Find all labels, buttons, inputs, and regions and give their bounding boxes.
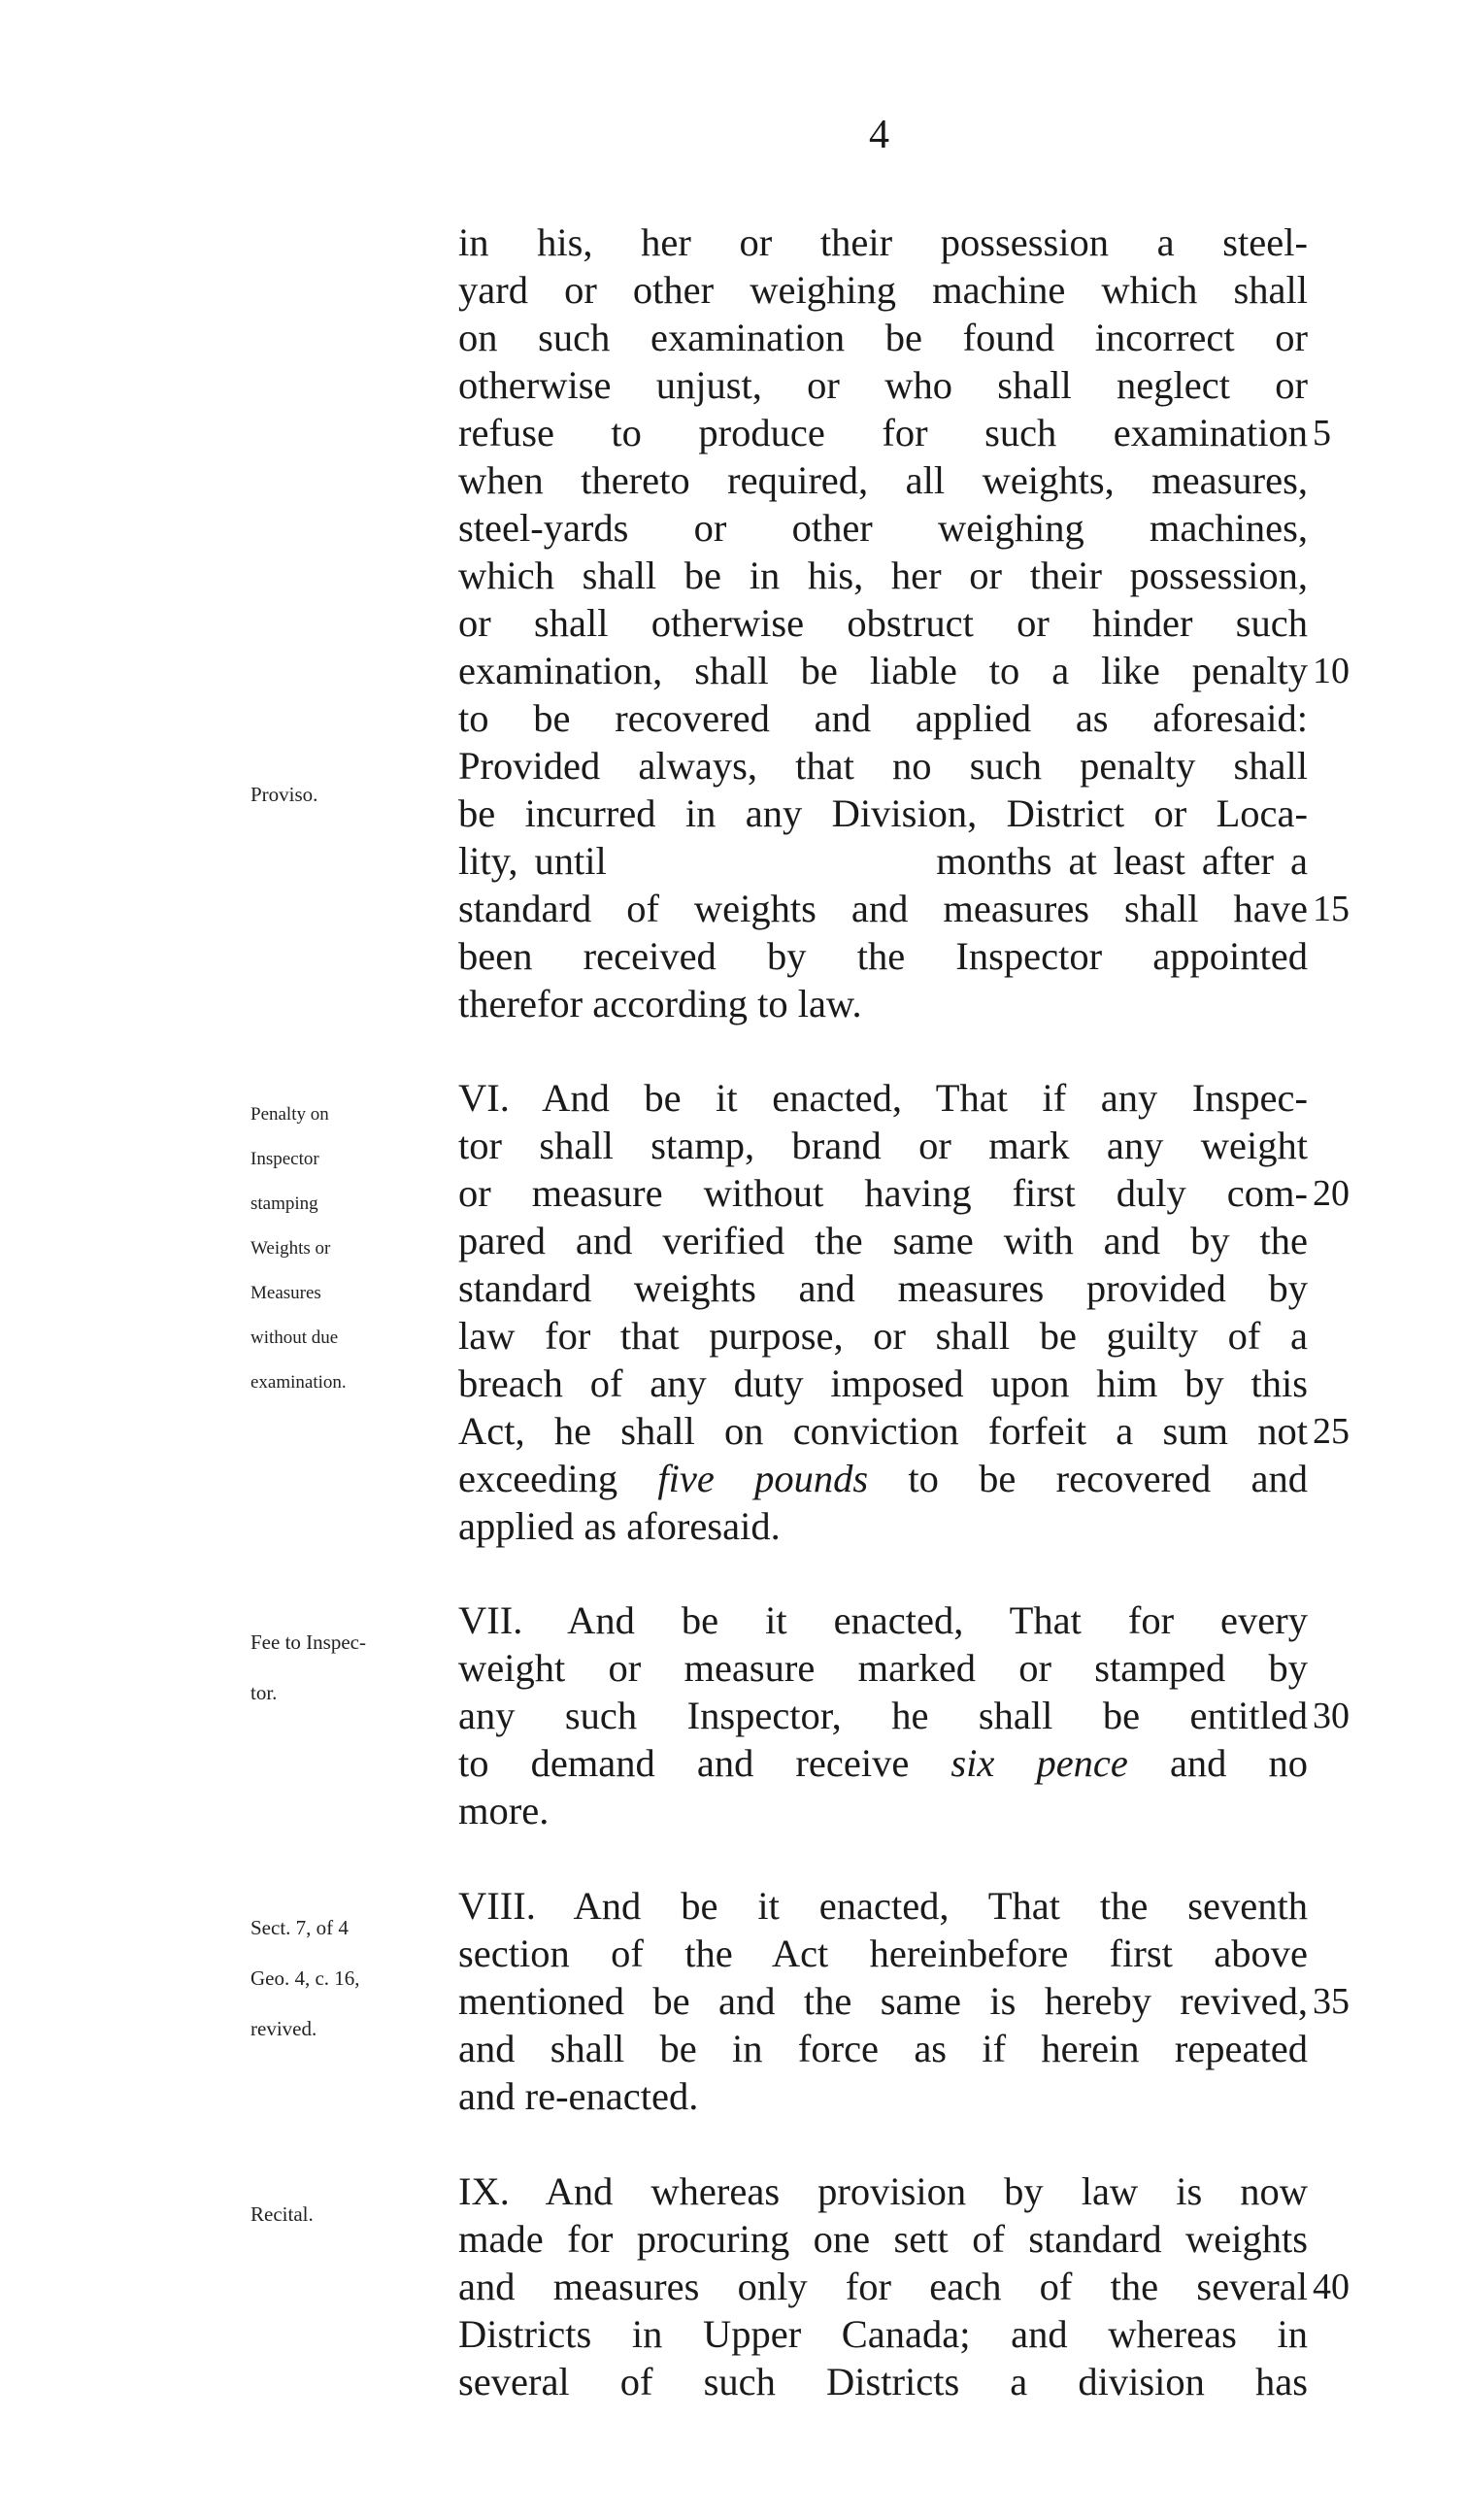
margin-note-line: examination. (250, 1372, 347, 1393)
text-line: standard weights and measures provided by (458, 1266, 1308, 1310)
text-line: refuse to produce for such examination (458, 411, 1308, 454)
text-line: in his, her or their possession a steel- (458, 220, 1308, 264)
text-line: which shall be in his, her or their possession, (458, 554, 1308, 597)
text-line: to be recovered and applied as aforesaid: (458, 696, 1308, 740)
margin-note-line: Recital. (250, 2202, 314, 2226)
text-line: applied as aforesaid. (458, 1504, 781, 1548)
line-number: 10 (1313, 651, 1350, 691)
line-number: 20 (1313, 1173, 1350, 1214)
margin-note (250, 1081, 445, 1416)
margin-note (250, 756, 445, 832)
line-number: 40 (1313, 2267, 1350, 2307)
text-line: steel-yards or other weighing machines, (458, 506, 1308, 550)
line-number: 5 (1313, 413, 1331, 454)
text-line: VIII. And be it enacted, That the seventh (458, 1884, 1308, 1928)
text-line: IX. And whereas provision by law is now (458, 2169, 1308, 2213)
text-line: standard of weights and measures shall have (458, 887, 1308, 930)
margin-note (250, 1890, 445, 2066)
emphasis-text: five pounds (657, 1457, 869, 1500)
text-line: yard or other weighing machine which shall (458, 268, 1308, 312)
text-line: when thereto required, all weights, measures, (458, 458, 1308, 502)
text-line: breach of any duty imposed upon him by this (458, 1361, 1308, 1405)
margin-note-line: Sect. 7, of 4 (250, 1916, 349, 1939)
margin-note-line: Penalty on (250, 1104, 329, 1125)
line-number: 35 (1313, 1981, 1350, 2022)
text-line: pared and verified the same with and by the (458, 1219, 1308, 1262)
text-line (458, 1456, 1308, 1503)
text-line: Act, he shall on conviction forfeit a sum not (458, 1409, 1308, 1453)
margin-note-line: revived. (250, 2017, 317, 2040)
text-segment: to demand and receive (458, 1741, 951, 1785)
text-line: or shall otherwise obstruct or hinder such (458, 601, 1308, 645)
text-line: law for that purpose, or shall be guilty of a (458, 1314, 1308, 1358)
margin-note (250, 2176, 445, 2252)
text-line: made for procuring one sett of standard weights (458, 2217, 1308, 2261)
text-line: more. (458, 1789, 550, 1832)
text-line: been received by the Inspector appointed (458, 934, 1308, 978)
text-line: mentioned be and the same is hereby revived, (458, 1979, 1308, 2023)
margin-note-line: tor. (250, 1681, 278, 1704)
margin-note-line: Proviso. (250, 783, 318, 806)
margin-note-line: Weights or (250, 1238, 331, 1259)
text-segment: exceeding (458, 1457, 658, 1500)
text-line (458, 1740, 1308, 1788)
page-number: 4 (869, 113, 889, 157)
margin-note-line: Measures (250, 1283, 321, 1303)
margin-note-line: stamping (250, 1193, 318, 1214)
text-line: therefor according to law. (458, 982, 862, 1025)
margin-note (250, 1604, 445, 1730)
text-line: and re-enacted. (458, 2074, 699, 2118)
margin-note-line: Geo. 4, c. 16, (250, 1966, 360, 1990)
text-line: any such Inspector, he shall be entitled (458, 1694, 1308, 1737)
emphasis-text: six pence (950, 1741, 1128, 1785)
text-line: Provided always, that no such penalty shall (458, 744, 1308, 788)
text-line: Districts in Upper Canada; and whereas in (458, 2312, 1308, 2356)
text-line: and measures only for each of the several (458, 2265, 1308, 2308)
line-number: 25 (1313, 1411, 1350, 1452)
text-line: tor shall stamp, brand or mark any weight (458, 1124, 1308, 1167)
text-line: on such examination be found incorrect or (458, 316, 1308, 359)
text-line: examination, shall be liable to a like penalty (458, 649, 1308, 692)
text-line: otherwise unjust, or who shall neglect or (458, 363, 1308, 407)
line-number: 30 (1313, 1696, 1350, 1736)
text-segment: and no (1127, 1741, 1308, 1785)
text-line: section of the Act hereinbefore first above (458, 1932, 1308, 1975)
margin-note-line: without due (250, 1327, 339, 1348)
text-line: weight or measure marked or stamped by (458, 1646, 1308, 1690)
text-line: VI. And be it enacted, That if any Inspec- (458, 1076, 1308, 1120)
text-line: be incurred in any Division, District or Loca- (458, 791, 1308, 835)
text-line: VII. And be it enacted, That for every (458, 1598, 1308, 1642)
text-line: several of such Districts a division has (458, 2360, 1308, 2403)
text-line: lity, until months at least after a (458, 839, 1308, 883)
text-segment: to be recovered and (868, 1457, 1309, 1500)
margin-note-line: Inspector (250, 1149, 319, 1169)
text-line: and shall be in force as if herein repeated (458, 2027, 1308, 2070)
text-line: or measure without having first duly com- (458, 1171, 1308, 1215)
margin-note-line: Fee to Inspec- (250, 1630, 366, 1654)
line-number: 15 (1313, 889, 1350, 929)
